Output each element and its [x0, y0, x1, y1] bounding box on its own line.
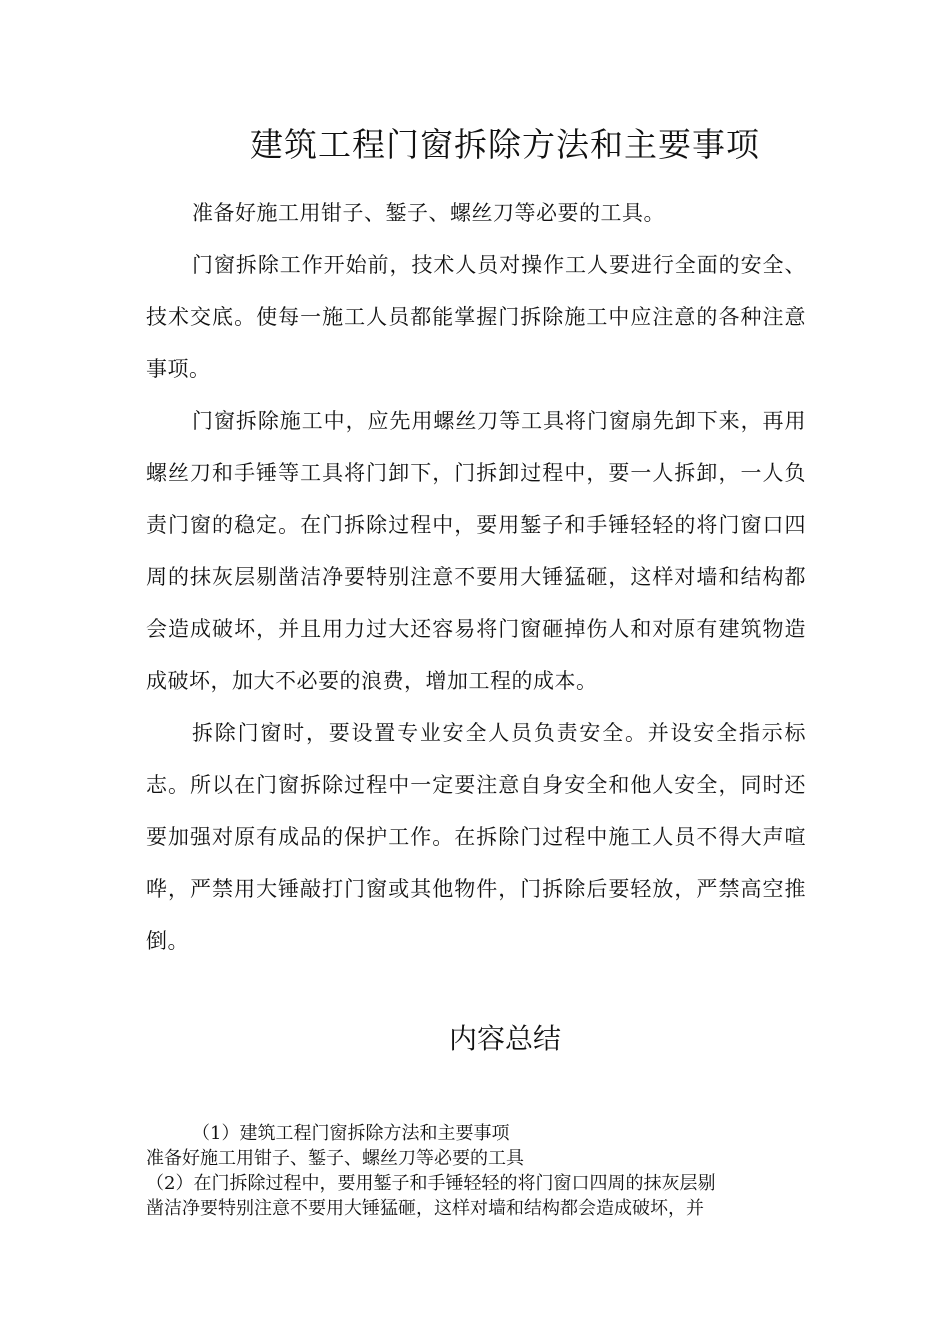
document-title: 建筑工程门窗拆除方法和主要事项 [250, 125, 760, 164]
paragraph-safety: 拆除门窗时，要设置专业安全人员负责安全。并设安全指示标志。所以在门窗拆除过程中一定要注意自身安全和他人安全，同时还要加强对原有成品的保护工作。在拆除门过程中施工人员不得大声喧哗，严禁用大锤敲打门窗或其他物件，门拆除后要轻放，严禁高空推倒。 [146, 721, 806, 953]
summary-line: 凿洁净要特别注意不要用大锤猛砸，这样对墙和结构都会造成破坏，并 [146, 1198, 704, 1219]
summary-line: （1）建筑工程门窗拆除方法和主要事项 [192, 1123, 510, 1144]
document-body [146, 187, 806, 967]
summary-section [146, 1121, 806, 1221]
summary-title: 内容总结 [448, 1022, 561, 1055]
paragraph-procedure: 门窗拆除施工中，应先用螺丝刀等工具将门窗扇先卸下来，再用螺丝刀和手锤等工具将门卸下，门拆卸过程中，要一人拆卸，一人负责门窗的稳定。在门拆除过程中，要用錾子和手锤轻轻的将门窗口四周的抹灰层剔凿洁净要特别注意不要用大锤猛砸，这样对墙和结构都会造成破坏，并且用力过大还容易将门窗砸掉伤人和对原有建筑物造成破坏，加大不必要的浪费，增加工程的成本。 [146, 409, 806, 693]
summary-line: 准备好施工用钳子、錾子、螺丝刀等必要的工具 [146, 1148, 524, 1169]
paragraph-tools: 准备好施工用钳子、錾子、螺丝刀等必要的工具。 [192, 201, 665, 225]
paragraph-briefing: 门窗拆除工作开始前，技术人员对操作工人要进行全面的安全、技术交底。使每一施工人员都能掌握门拆除施工中应注意的各种注意事项。 [146, 253, 806, 381]
summary-line: （2）在门拆除过程中，要用錾子和手锤轻轻的将门窗口四周的抹灰层剔 [146, 1173, 716, 1194]
